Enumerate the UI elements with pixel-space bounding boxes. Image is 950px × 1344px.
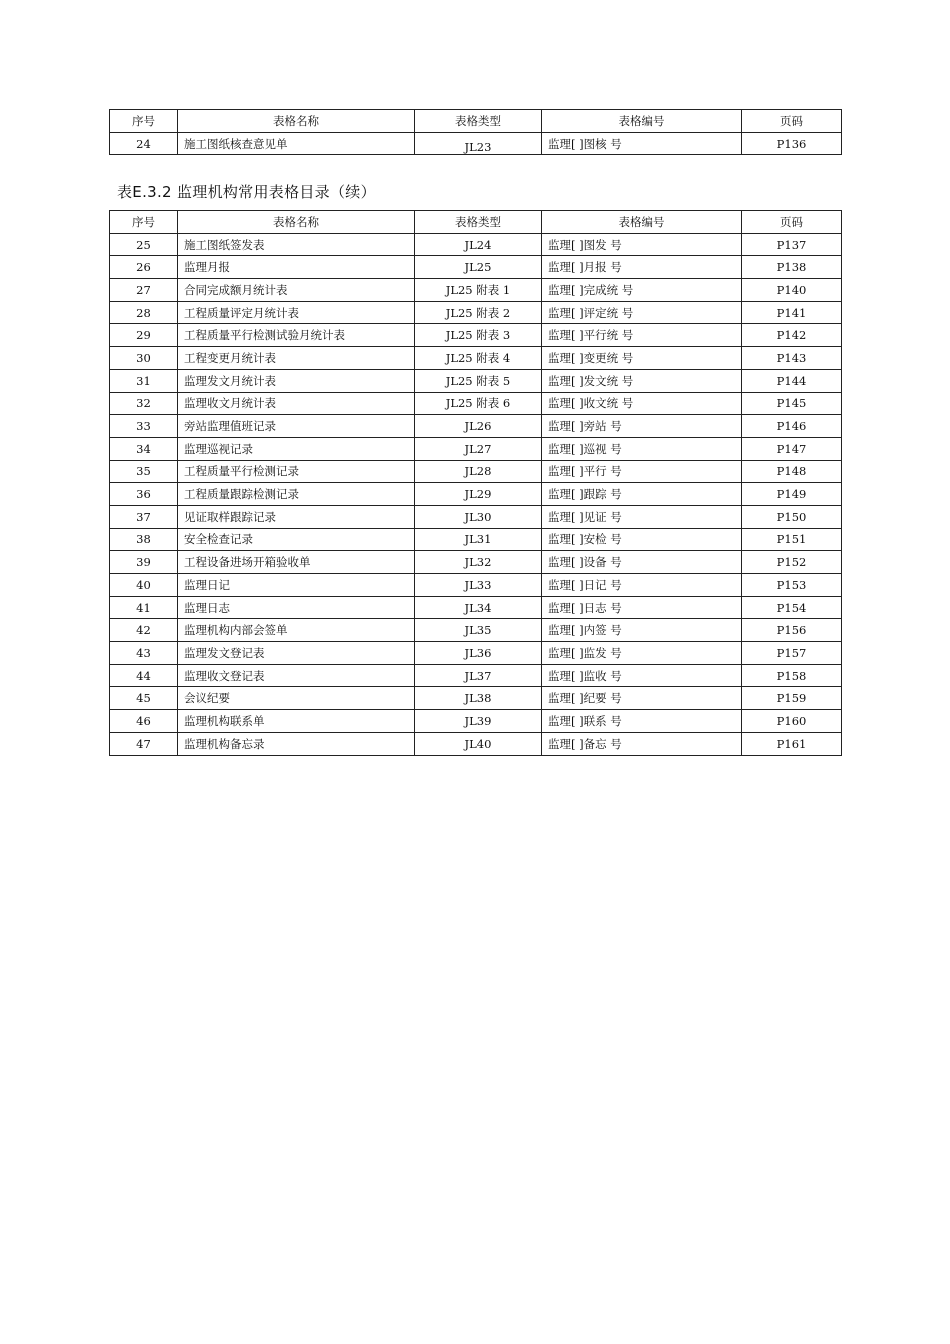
cell-serial-number: 42 xyxy=(110,619,178,642)
header-form-code: 表格编号 xyxy=(542,110,742,133)
cell-form-type: JL25 附表 5 xyxy=(415,369,542,392)
table-row xyxy=(110,642,842,665)
cell-form-type: JL32 xyxy=(415,551,542,574)
cell-form-code: 监理[ ]联系 号 xyxy=(542,710,742,733)
cell-form-type: JL33 xyxy=(415,574,542,597)
cell-page-number: P157 xyxy=(742,642,842,665)
cell-serial-number: 47 xyxy=(110,732,178,755)
table-body xyxy=(110,233,842,755)
form-catalog-table-part1 xyxy=(109,109,842,155)
cell-form-code: 监理[ ]监收 号 xyxy=(542,664,742,687)
cell-form-name: 工程质量平行检测记录 xyxy=(178,460,415,483)
cell-form-code: 监理[ ]图核 号 xyxy=(542,132,742,155)
cell-form-name: 监理收文月统计表 xyxy=(178,392,415,415)
cell-form-name: 施工图纸核查意见单 xyxy=(178,132,415,155)
cell-form-code: 监理[ ]监发 号 xyxy=(542,642,742,665)
table-row xyxy=(110,710,842,733)
table-header-row xyxy=(110,211,842,234)
cell-page-number: P138 xyxy=(742,256,842,279)
cell-form-name: 监理机构联系单 xyxy=(178,710,415,733)
cell-form-type: JL36 xyxy=(415,642,542,665)
cell-form-type: JL28 xyxy=(415,460,542,483)
cell-form-type: JL25 xyxy=(415,256,542,279)
cell-form-code: 监理[ ]日志 号 xyxy=(542,596,742,619)
cell-form-code: 监理[ ]平行统 号 xyxy=(542,324,742,347)
cell-serial-number: 43 xyxy=(110,642,178,665)
cell-form-type: JL25 附表 2 xyxy=(415,301,542,324)
cell-page-number: P147 xyxy=(742,437,842,460)
table-row xyxy=(110,596,842,619)
cell-form-code: 监理[ ]旁站 号 xyxy=(542,415,742,438)
cell-form-name: 合同完成额月统计表 xyxy=(178,279,415,302)
table-row xyxy=(110,256,842,279)
header-form-code: 表格编号 xyxy=(542,211,742,234)
cell-form-name: 监理日记 xyxy=(178,574,415,597)
cell-page-number: P161 xyxy=(742,732,842,755)
cell-form-code: 监理[ ]巡视 号 xyxy=(542,437,742,460)
cell-form-code: 监理[ ]跟踪 号 xyxy=(542,483,742,506)
table-row xyxy=(110,528,842,551)
cell-form-type: JL38 xyxy=(415,687,542,710)
cell-form-code: 监理[ ]平行 号 xyxy=(542,460,742,483)
header-form-type: 表格类型 xyxy=(415,211,542,234)
table-row xyxy=(110,460,842,483)
cell-form-name: 工程质量评定月统计表 xyxy=(178,301,415,324)
cell-form-type: JL40 xyxy=(415,732,542,755)
cell-serial-number: 40 xyxy=(110,574,178,597)
cell-form-code: 监理[ ]纪要 号 xyxy=(542,687,742,710)
cell-form-type: JL25 附表 6 xyxy=(415,392,542,415)
cell-page-number: P137 xyxy=(742,233,842,256)
cell-serial-number: 30 xyxy=(110,347,178,370)
form-catalog-table-part2 xyxy=(109,210,842,756)
cell-page-number: P136 xyxy=(742,132,842,155)
cell-serial-number: 33 xyxy=(110,415,178,438)
cell-form-code: 监理[ ]见证 号 xyxy=(542,505,742,528)
cell-form-name: 监理机构备忘录 xyxy=(178,732,415,755)
cell-form-name: 施工图纸签发表 xyxy=(178,233,415,256)
header-serial-number: 序号 xyxy=(110,110,178,133)
cell-page-number: P148 xyxy=(742,460,842,483)
table-row xyxy=(110,551,842,574)
table-row xyxy=(110,505,842,528)
table-row xyxy=(110,437,842,460)
cell-form-type: JL30 xyxy=(415,505,542,528)
cell-serial-number: 36 xyxy=(110,483,178,506)
cell-form-type: JL37 xyxy=(415,664,542,687)
cell-serial-number: 28 xyxy=(110,301,178,324)
cell-page-number: P151 xyxy=(742,528,842,551)
table-row xyxy=(110,483,842,506)
cell-form-name: 见证取样跟踪记录 xyxy=(178,505,415,528)
cell-form-code: 监理[ ]日记 号 xyxy=(542,574,742,597)
cell-form-code: 监理[ ]月报 号 xyxy=(542,256,742,279)
cell-serial-number: 45 xyxy=(110,687,178,710)
cell-form-name: 工程设备进场开箱验收单 xyxy=(178,551,415,574)
table-row xyxy=(110,132,842,155)
cell-form-name: 工程质量跟踪检测记录 xyxy=(178,483,415,506)
header-page-number: 页码 xyxy=(742,211,842,234)
table-row xyxy=(110,619,842,642)
cell-page-number: P150 xyxy=(742,505,842,528)
cell-form-code: 监理[ ]安检 号 xyxy=(542,528,742,551)
cell-form-type: JL27 xyxy=(415,437,542,460)
cell-form-name: 监理发文月统计表 xyxy=(178,369,415,392)
table-row xyxy=(110,574,842,597)
table-row xyxy=(110,392,842,415)
cell-page-number: P154 xyxy=(742,596,842,619)
cell-serial-number: 31 xyxy=(110,369,178,392)
cell-form-code: 监理[ ]备忘 号 xyxy=(542,732,742,755)
cell-page-number: P152 xyxy=(742,551,842,574)
table-row xyxy=(110,301,842,324)
cell-serial-number: 27 xyxy=(110,279,178,302)
cell-form-name: 监理日志 xyxy=(178,596,415,619)
cell-serial-number: 46 xyxy=(110,710,178,733)
cell-page-number: P143 xyxy=(742,347,842,370)
table-row xyxy=(110,347,842,370)
table-row xyxy=(110,732,842,755)
cell-serial-number: 24 xyxy=(110,132,178,155)
cell-form-name: 监理收文登记表 xyxy=(178,664,415,687)
cell-page-number: P160 xyxy=(742,710,842,733)
table-row xyxy=(110,664,842,687)
cell-form-code: 监理[ ]评定统 号 xyxy=(542,301,742,324)
table-row xyxy=(110,369,842,392)
table-row xyxy=(110,324,842,347)
cell-page-number: P142 xyxy=(742,324,842,347)
cell-page-number: P156 xyxy=(742,619,842,642)
header-form-name: 表格名称 xyxy=(178,110,415,133)
cell-form-code: 监理[ ]图发 号 xyxy=(542,233,742,256)
cell-form-type: JL25 附表 4 xyxy=(415,347,542,370)
cell-form-code: 监理[ ]内签 号 xyxy=(542,619,742,642)
cell-page-number: P153 xyxy=(742,574,842,597)
cell-form-type: JL34 xyxy=(415,596,542,619)
cell-form-type xyxy=(415,132,542,155)
cell-serial-number: 34 xyxy=(110,437,178,460)
cell-page-number: P145 xyxy=(742,392,842,415)
cell-serial-number: 32 xyxy=(110,392,178,415)
cell-form-type: JL25 附表 1 xyxy=(415,279,542,302)
cell-form-code: 监理[ ]设备 号 xyxy=(542,551,742,574)
cell-page-number: P149 xyxy=(742,483,842,506)
cell-serial-number: 41 xyxy=(110,596,178,619)
cell-serial-number: 39 xyxy=(110,551,178,574)
cell-form-type: JL35 xyxy=(415,619,542,642)
cell-serial-number: 44 xyxy=(110,664,178,687)
cell-form-type: JL31 xyxy=(415,528,542,551)
table-row xyxy=(110,415,842,438)
cell-serial-number: 26 xyxy=(110,256,178,279)
cell-form-name: 监理发文登记表 xyxy=(178,642,415,665)
cell-serial-number: 38 xyxy=(110,528,178,551)
cell-page-number: P144 xyxy=(742,369,842,392)
cell-serial-number: 37 xyxy=(110,505,178,528)
cell-form-code: 监理[ ]完成统 号 xyxy=(542,279,742,302)
cell-form-type: JL29 xyxy=(415,483,542,506)
cell-page-number: P159 xyxy=(742,687,842,710)
cell-page-number: P141 xyxy=(742,301,842,324)
cell-form-type: JL39 xyxy=(415,710,542,733)
table-row xyxy=(110,279,842,302)
header-form-name: 表格名称 xyxy=(178,211,415,234)
cell-page-number: P140 xyxy=(742,279,842,302)
cell-form-code: 监理[ ]变更统 号 xyxy=(542,347,742,370)
table-caption: 表E.3.2 监理机构常用表格目录（续） xyxy=(117,183,376,201)
cell-form-name: 旁站监理值班记录 xyxy=(178,415,415,438)
header-form-type: 表格类型 xyxy=(415,110,542,133)
cell-form-code: 监理[ ]发文统 号 xyxy=(542,369,742,392)
cell-serial-number: 29 xyxy=(110,324,178,347)
cell-form-type-text: JL23 xyxy=(464,139,492,154)
cell-form-code: 监理[ ]收文统 号 xyxy=(542,392,742,415)
cell-form-name: 安全检查记录 xyxy=(178,528,415,551)
cell-form-type: JL25 附表 3 xyxy=(415,324,542,347)
header-page-number: 页码 xyxy=(742,110,842,133)
cell-form-type: JL26 xyxy=(415,415,542,438)
cell-form-name: 监理巡视记录 xyxy=(178,437,415,460)
cell-form-name: 监理机构内部会签单 xyxy=(178,619,415,642)
table-row xyxy=(110,687,842,710)
cell-serial-number: 25 xyxy=(110,233,178,256)
cell-page-number: P158 xyxy=(742,664,842,687)
cell-form-name: 监理月报 xyxy=(178,256,415,279)
cell-form-name: 工程质量平行检测试验月统计表 xyxy=(178,324,415,347)
cell-page-number: P146 xyxy=(742,415,842,438)
cell-serial-number: 35 xyxy=(110,460,178,483)
header-serial-number: 序号 xyxy=(110,211,178,234)
cell-form-type: JL24 xyxy=(415,233,542,256)
table-row xyxy=(110,233,842,256)
cell-form-name: 工程变更月统计表 xyxy=(178,347,415,370)
cell-form-name: 会议纪要 xyxy=(178,687,415,710)
table-header-row xyxy=(110,110,842,133)
